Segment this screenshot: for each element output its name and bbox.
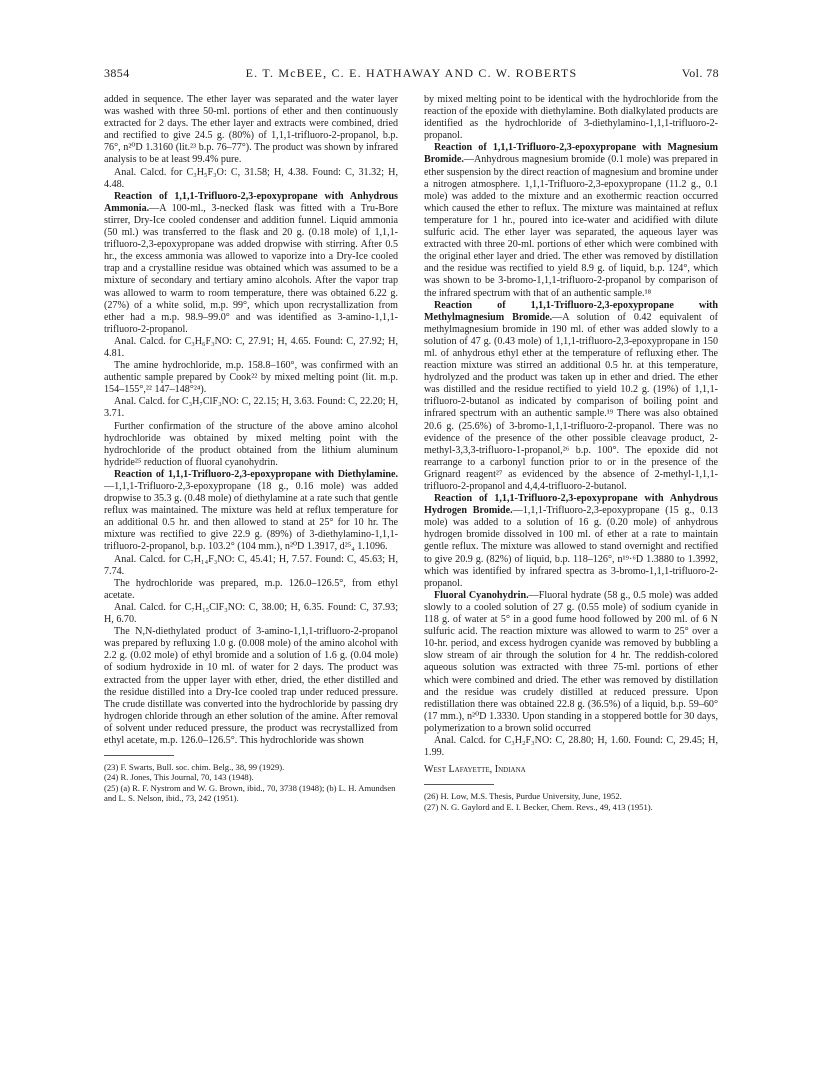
paragraph: The hydrochloride was prepared, m.p. 126.0–126.5°, from ethyl acetate. bbox=[104, 577, 398, 601]
footnote: (26) H. Low, M.S. Thesis, Purdue University, June, 1952. bbox=[424, 791, 622, 802]
section-title: Reaction of 1,1,1-Trifluoro-2,3-epoxypropane with Diethylamine. bbox=[114, 468, 398, 480]
section-paragraph bbox=[424, 300, 718, 494]
section-title: Reaction of 1,1,1-Trifluoro-2,3-epoxypropane with Anhydrous Ammonia. bbox=[104, 190, 398, 214]
analysis-paragraph: Anal. Calcd. for C₃H₂F₃NO: C, 28.80; H, 1.60. Found: C, 29.45; H, 1.99. bbox=[424, 734, 718, 759]
section-title: Reaction of 1,1,1-Trifluoro-2,3-epoxypropane with Magnesium Bromide. bbox=[424, 142, 718, 166]
paragraph: Further confirmation of the structure of the above amino alcohol hydrochloride was obtained by mixed melting point with the hydrochloride of the product obtained from the lithium aluminum hydride²⁵ reduction of fluoral cyanohydrin. bbox=[104, 420, 398, 468]
section-title: Reaction of 1,1,1-Trifluoro-2,3-epoxypropane with Anhydrous Hydrogen Bromide. bbox=[424, 493, 718, 517]
section-title: Fluoral Cyanohydrin. bbox=[434, 589, 529, 601]
section-body: —Fluoral hydrate (58 g., 0.5 mole) was added slowly to a cooled solution of 27 g. (0.55 mole) of sodium cyanide in 118 g. of water at 5° in a good fume hood followed by 200 ml. of 6 N sulfuric acid. The reaction mixture was allowed to warm to 25° over a 10-hr. period, and excess hydrogen cyanide was removed by bubbling a slow stream of air through the solution for 4 hr. The reddish-colored aqueous solution was extracted with three 75-ml. portions of ether which were combined and dried. The ether was removed by distillation and the residue was crudely distilled at reduced pressure. Upon redistillation there was obtained 22.8 g. (36.5%) of a liquid, b.p. 59–60° (17 mm.), n²⁰D 1.3330. Upon standing in a stoppered bottle for 30 days, polymerization to a brown solid occurred bbox=[424, 589, 718, 734]
analysis-paragraph: Anal. Calcd. for C₇H₁₅ClF₃NO: C, 38.00; H, 6.35. Found: C, 37.93; H, 6.70. bbox=[104, 601, 398, 626]
author-location: West Lafayette, Indiana bbox=[424, 764, 526, 776]
page-number: 3854 bbox=[104, 66, 130, 80]
right-column bbox=[424, 94, 718, 812]
footnote: (27) N. G. Gaylord and E. I. Becker, Chem. Revs., 49, 413 (1951). bbox=[424, 801, 653, 812]
paragraph: The amine hydrochloride, m.p. 158.8–160°, was confirmed with an authentic sample prepared by Cook²² by mixed melting point (lit. m.p. 154–155°,²² 147–148°²⁴). bbox=[104, 360, 398, 396]
section-paragraph bbox=[424, 590, 718, 735]
section-paragraph bbox=[104, 469, 398, 554]
running-authors: E. T. McBEE, C. E. HATHAWAY AND C. W. ROBERTS bbox=[245, 66, 578, 80]
paragraph: The N,N-diethylated product of 3-amino-1,1,1-trifluoro-2-propanol was prepared by refluxing 1.0 g. (0.008 mole) of the amino alcohol with 2.2 g. (0.02 mole) of ethyl bromide and a solution of 1.6 g. (0.04 mole) of sodium hydroxide in 10 ml. of water for 2 days. The product was extracted from the upper layer with ether, dried, the ether distilled and the residue distilled into a Dry-Ice cooled trap under reduced pressure. The crude distillate was converted into the hydrochloride by passing dry hydrogen chloride through an ether solution of the amine. After removal of solvent under reduced pressure, the product was recrystallized from ethyl acetate, m.p. 126.0–126.5°. This hydrochloride was shown bbox=[104, 626, 398, 746]
footnote-divider bbox=[104, 755, 174, 756]
section-paragraph bbox=[424, 142, 718, 299]
section-body: —Anhydrous magnesium bromide (0.1 mole) was prepared in ether suspension by the direct reaction of magnesium and bromine under a nitrogen atmosphere. 1,1,1-Trifluoro-2,3-epoxypropane (11.2 g., 0.1 mole) was added to the mixture and an exothermic reaction occurred which caused the ether to reflux. The mixture was maintained at reflux temperature for 1 hr., poured into ice-water and acidified with dilute sulfuric acid. The ether layer was separated, the aqueous layer was extracted with three 20-ml. portions of ether which were combined with the original ether layer and dried. The ether was removed by distillation and the residue was rectified to yield 8.9 g. of liquid, b.p. 124°, which was shown to be 3-bromo-1,1,1-trifluoro-2-propanol by comparison of the infrared spectrum with that of an authentic sample.¹⁸ bbox=[424, 154, 718, 299]
paragraph: added in sequence. The ether layer was separated and the water layer was washed with three 50-ml. portions of ether and then continuously extracted for 2 days. The ether layer and extracts were combined, dried and rectified to give 24.5 g. (80%) of 1,1,1-trifluoro-2-propanol, b.p. 76°, n²⁰D 1.3160 (lit.²³ b.p. 76–77°). The product was shown by infrared analysis to be at least 99.4% pure. bbox=[104, 94, 398, 166]
analysis-paragraph: Anal. Calcd. for C₃H₅F₃O: C, 31.58; H, 4.38. Found: C, 31.32; H, 4.48. bbox=[104, 166, 398, 190]
section-body: —A solution of 0.42 equivalent of methylmagnesium bromide in 190 ml. of ether was added slowly to a solution of 47 g. (0.43 mole) of 1,1,1-trifluoro-2,3-epoxypropane in 150 ml. of anhydrous ethyl ether at the temperature of refluxing ether. The reaction mixture was stirred an additional 0.5 hr. at this temperature, hydrolyzed and the product was taken up in ether and dried. The ether was distilled and the residue rectified to yield 10.2 g. (19%) of 1,1,1-trifluoro-2-butanol as indicated by comparison of boiling point and infrared spectrum with an authentic sample.¹⁹ There was also obtained 20.6 g. (25.6%) of 3-bromo-1,1,1-trifluoro-2-propanol. There was no evidence of the presence of the other possible cleavage product, 2-methyl-3,3,3-trifluoro-1-propanol,²⁶ b.p. 100°. The epoxide did not rearrange to a carbonyl function prior to or in the presence of the Grignard reagent²⁷ as evidenced by the absence of 2-methyl-1,1,1-trifluoro-2-propanol and 4,4,4-trifluoro-2-butanol. bbox=[424, 311, 718, 492]
paragraph: by mixed melting point to be identical with the hydrochloride from the reaction of the epoxide with diethylamine. Both dialkylated products are identified as the hydrochloride of 3-diethylamino-1,1,1-trifluoro-2-propanol. bbox=[424, 94, 718, 142]
section-body: —1,1,1-Trifluoro-2,3-epoxypropane (15 g., 0.13 mole) was added to a solution of 16 g. (0.20 mole) of anhydrous hydrogen bromide dissolved in 100 ml. of ether at a rate to maintain gentle reflux. The mixture was allowed to stand overnight and rectified to give 20.9 g. (82%) of liquid, b.p. 118–126°, n¹⁹·⁶D 1.3880 to 1.3992, which was identified by infrared spectra as 3-bromo-1,1,1-trifluoro-2-propanol. bbox=[424, 505, 718, 589]
page-header bbox=[104, 66, 719, 80]
section-title: Reaction of 1,1,1-Trifluoro-2,3-epoxypropane with Methylmagnesium Bromide. bbox=[424, 299, 718, 323]
analysis-paragraph: Anal. Calcd. for C₇H₁₄F₃NO: C, 45.41; H, 7.57. Found: C, 45.63; H, 7.74. bbox=[104, 553, 398, 577]
analysis-paragraph: Anal. Calcd. for C₃H₇ClF₃NO: C, 22.15; H, 3.63. Found: C, 22.20; H, 3.71. bbox=[104, 396, 398, 420]
section-paragraph bbox=[104, 191, 398, 336]
left-column bbox=[104, 94, 398, 804]
volume-label: Vol. 78 bbox=[681, 66, 719, 80]
section-paragraph bbox=[424, 493, 718, 590]
footnote: (25) (a) R. F. Nystrom and W. G. Brown, ibid., 70, 3738 (1948); (b) L. H. Amundsen and L. S. Nelson, ibid., 73, 242 (1951). bbox=[104, 782, 396, 804]
section-body: —A 100-ml., 3-necked flask was fitted with a Tru-Bore stirrer, Dry-Ice cooled condenser and addition funnel. Liquid ammonia (50 ml.) was transferred to the flask and 20 g. (0.18 mole) of 1,1,1-trifluoro-2,3-epoxypropane was added dropwise with stirring. After 0.5 hr., the excess ammonia was allowed to vaporize into a Dry-Ice cooled trap and a crystalline residue was obtained which was assumed to be a mixture of secondary and tertiary amino alcohols. After the vapor trap was allowed to warm to room temperature, there was obtained 6.22 g. (27%) of a white solid, m.p. 99°, which upon recrystallization from ether had a m.p. 98.9–99.0° and was identified as 3-amino-1,1,1-trifluoro-2-propanol. bbox=[104, 202, 398, 335]
footnote: (24) R. Jones, This Journal, 70, 143 (1948). bbox=[104, 772, 254, 783]
analysis-paragraph: Anal. Calcd. for C₃H₆F₃NO: C, 27.91; H, 4.65. Found: C, 27.92; H, 4.81. bbox=[104, 335, 398, 359]
footnote-divider bbox=[424, 784, 494, 785]
footnote: (23) F. Swarts, Bull. soc. chim. Belg., 38, 99 (1929). bbox=[104, 762, 285, 773]
section-body: —1,1,1-Trifluoro-2,3-epoxypropane (18 g., 0.16 mole) was added dropwise to 35.3 g. (0.48 mole) of diethylamine at a rate such that gentle reflux was maintained. The mixture was held at reflux temperature for an additional 0.5 hr. and then allowed to stand at 25° for 10 hr. The mixture was rectified to give 22.9 g. (89%) of 3-diethylamino-1,1,1-trifluoro-2-propanol, b.p. 103.2° (104 mm.), n²⁰D 1.3917, d²⁵₄ 1.1096. bbox=[104, 481, 398, 553]
